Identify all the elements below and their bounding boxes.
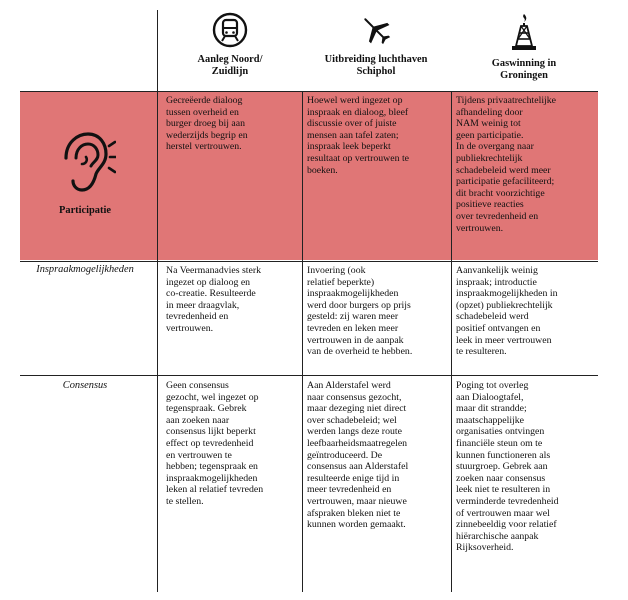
cell-inspraak-noord-zuidlijn: Na Veermanadvies sterk ingezet op dialoog en co-creatie. Resulteerde in meer draagvlak, tevredenheid en vertrouwen. [166,265,262,334]
column-header-noord-zuidlijn [156,12,304,77]
cell-consensus-groningen: Poging tot overleg aan Dialoogtafel, maar dit strandde; maatschappelijke organisaties ontvingen financiële steun om te kunnen functioneren als stuurgroep. Gebrek aan zoeken naar consensus leek niet te resulteren in verminderde tevredenheid of vertrouwen maar wel zinnebeeldig voor relatief hiërarchische aanpak Rijksoverheid. [456,380,559,554]
cell-inspraak-schiphol: Invoering (ook relatief beperkte) inspraakmogelijkheden werd door burgers op prijs gesteld: zij waren meer tevreden en leken meer vertrouwen in de aanpak van de overheid te hebben. [307,265,413,358]
cell-inspraak-groningen: Aanvankelijk weinig inspraak; introductie inspraakmogelijkheden in (opzet) publiekrechtelijk schadebeleid werd positief ontvangen en leek in meer vertrouwen te resulteren. [456,265,558,358]
column-title: Uitbreiding luchthaven Schiphol [324,54,428,77]
row-divider-header [20,91,598,92]
column-divider-2 [451,91,452,592]
column-divider-label [157,10,158,592]
cell-participatie-schiphol: Hoewel werd ingezet op inspraak en dialoog, bleef discussie over of juiste mensen aan tafel zaten; inspraak leek beperkt resultaat op vertrouwen te boeken. [307,95,410,176]
ear-icon [58,130,116,196]
row-divider-inspraak [20,375,598,376]
row-label-participatie: Participatie [59,205,111,216]
train-icon [212,12,248,48]
airplane-icon [358,12,394,48]
row-label-consensus: Consensus [62,380,108,391]
cell-consensus-schiphol: Aan Alderstafel werd naar consensus gezocht, maar dezeging niet direct over schadebeleid; wel werden langs deze route leefbaarheidsmaatregelen geïntroduceerd. De consensus aan Alderstafel resulteerde enige tijd in meer tevredenheid en vertrouwen, maar nieuwe afspraken bleken niet te kunnen worden gemaakt. [307,380,409,531]
cell-participatie-noord-zuidlijn: Gecreëerde dialoog tussen overheid en burger droeg bij aan wederzijds begrip en herstel vertrouwen. [166,95,248,153]
cell-participatie-groningen: Tijdens privaatrechtelijke afhandeling door NAM weinig tot geen participatie. In de overgang naar publiekrechtelijk schadebeleid werd meer participatie gefaciliteerd; dit bracht voorzichtige positieve reacties over tevredenheid en vertrouwen. [456,95,557,234]
column-header-schiphol [302,12,450,77]
column-header-groningen [450,12,598,81]
column-title: Gaswinning in Groningen [491,58,557,81]
gas-drilling-icon [506,12,542,52]
cell-consensus-noord-zuidlijn: Geen consensus gezocht, wel ingezet op tegenspraak. Gebrek aan zoeken naar consensus lijkt beperkt effect op tevredenheid en vertrouwen te hebben; tegenspraak en inspraakmogelijkheden leken al relatief tevreden te stellen. [166,380,264,507]
column-divider-1 [302,91,303,592]
column-title: Aanleg Noord/ Zuidlijn [197,54,263,77]
row-divider-participatie [20,261,598,262]
row-label-inspraak: Inspraakmogelijkheden [36,264,134,275]
